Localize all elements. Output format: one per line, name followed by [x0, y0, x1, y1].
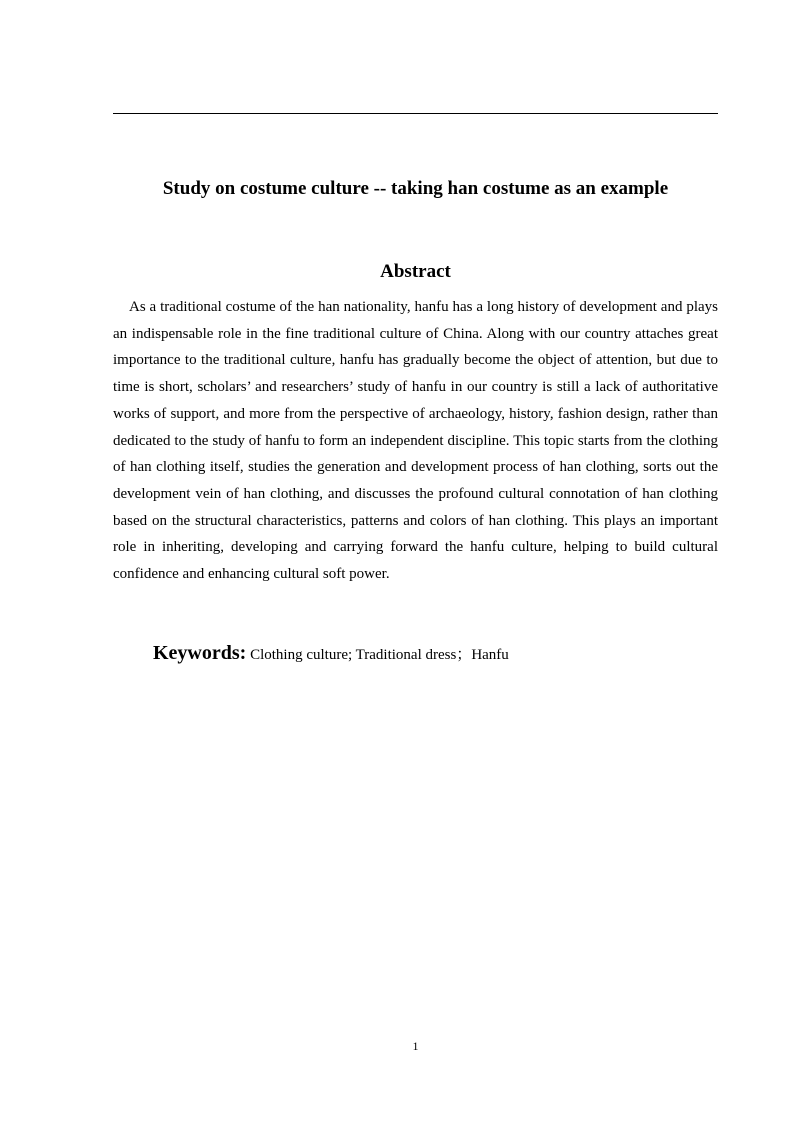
abstract-heading: Abstract [380, 261, 451, 282]
keywords-label: Keywords: [153, 642, 247, 664]
paper-title: Study on costume culture -- taking han costume as an example [162, 178, 669, 199]
keywords-text: Clothing culture; Traditional dress；Hanfu [250, 647, 509, 663]
keywords-line [153, 640, 718, 668]
page-number: 1 [412, 1039, 419, 1053]
header-rule [113, 113, 718, 114]
abstract-body: As a traditional costume of the han nationality, hanfu has a long history of development and plays an indispensable role in the fine traditional culture of China. Along with our country attaches great importance to the traditional culture, hanfu has gradually become the object of attention, but due to time is short, scholars’ and researchers’ study of hanfu in our country is still a lack of authoritative works of support, and more from the perspective of archaeology, history, fashion design, rather than dedicated to the study of hanfu to form an independent discipline. This topic starts from the clothing of han clothing itself, studies the generation and development process of han clothing, sorts out the development vein of han clothing, and discusses the profound cultural connotation of han clothing based on the structural characteristics, patterns and colors of han clothing. This plays an important role in inheriting, developing and carrying forward the hanfu culture, helping to build cultural confidence and enhancing cultural soft power. [113, 299, 718, 583]
